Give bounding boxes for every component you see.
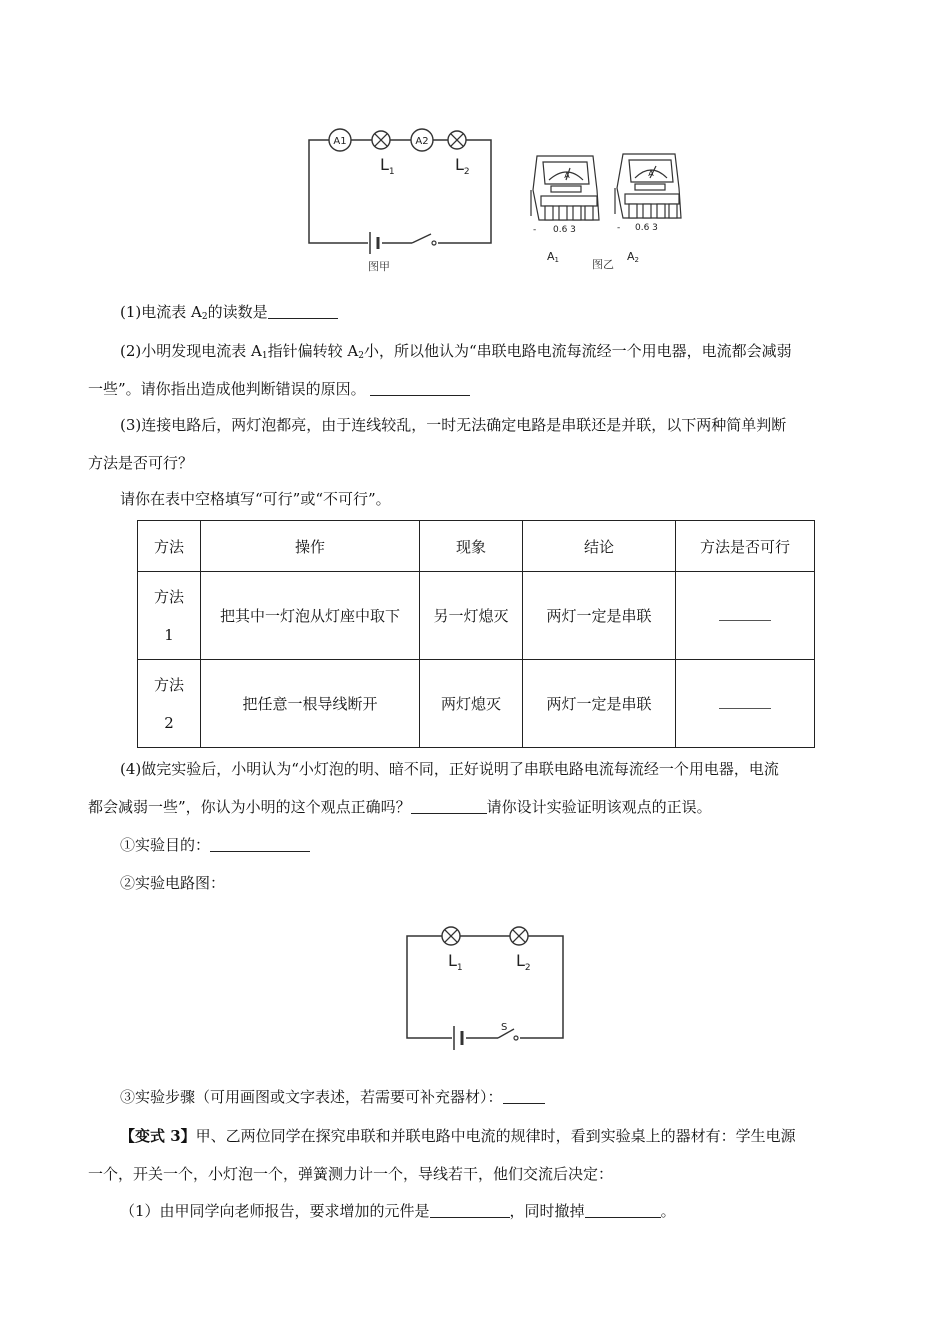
question-3-line3: 请你在表中空格填写“可行”或“不可行”。: [120, 490, 391, 508]
svg-text:A: [648, 169, 654, 178]
header-conclusion: 结论: [523, 521, 676, 572]
question-3-line2: 方法是否可行？: [88, 454, 194, 472]
added-component-blank[interactable]: [430, 1201, 510, 1218]
svg-text:A1: [547, 250, 559, 264]
meter1-label: A: [547, 250, 555, 263]
method-2-label: 方法: [153, 675, 184, 694]
purpose-answer-blank[interactable]: [210, 835, 310, 852]
meter1-face-label: A: [564, 171, 570, 180]
q4-purpose-text: ①实验目的：: [120, 836, 211, 854]
method-cell: [138, 572, 201, 660]
lamp-l1-sub: 1: [388, 167, 395, 177]
header-operation: 操作: [201, 521, 420, 572]
circuit2-l2-label: L: [516, 951, 525, 970]
header-phenomenon: 现象: [420, 521, 523, 572]
svg-text:0.6 3: [635, 223, 658, 233]
q2-sub1: 1: [261, 351, 268, 361]
q2-text-c: 小，所以他认为“串联电路电流每流经一个用电器，电流都会减弱: [363, 342, 792, 360]
phenomenon-cell: 另一灯熄灭: [420, 572, 523, 660]
question-3-line1: (3)连接电路后，两灯泡都亮，由于连线较乱，一时无法确定电路是串联还是并联，以下两种简单判断: [120, 416, 787, 434]
svg-text:-: -: [533, 225, 537, 235]
variant3-line1-text: 甲、乙两位同学在探究串联和并联电路中电流的规律时，看到实验桌上的器材有：学生电源: [195, 1127, 796, 1145]
svg-text:L2: [516, 951, 531, 973]
conclusion-cell: 两灯一定是串联: [523, 660, 676, 748]
variant3-q1-text-b: ，同时撤掉: [509, 1202, 585, 1220]
methods-table: [137, 520, 815, 748]
question-4-line2: [88, 795, 878, 819]
q1-text: (1)电流表 A: [120, 303, 202, 321]
phenomenon-cell: 两灯熄灭: [420, 660, 523, 748]
svg-text:L2: [455, 155, 470, 177]
method-2-number: 2: [164, 713, 174, 732]
table-row: [138, 660, 815, 748]
q1-answer-blank[interactable]: [268, 302, 338, 319]
svg-text:A1: [333, 136, 346, 147]
figure-jia-caption: 图甲: [368, 260, 390, 273]
q4-circuit-label: ②实验电路图：: [120, 874, 226, 892]
question-2-line2: [88, 377, 878, 401]
variant3-line1: [120, 1124, 910, 1148]
lamp-l2-label: L: [455, 155, 464, 174]
variant3-q1: [120, 1199, 910, 1223]
ammeter-a2-drawing: [615, 154, 681, 218]
variant3-q1-text-a: （1）由甲同学向老师报告，要求增加的元件是: [120, 1202, 430, 1220]
q4-answer-blank[interactable]: [411, 797, 487, 814]
svg-text:A2: [415, 136, 428, 147]
q2-sub2: 2: [358, 351, 364, 361]
svg-text:L1: [448, 951, 463, 973]
ammeter-a2-label: A2: [415, 136, 429, 147]
removed-component-blank[interactable]: [585, 1201, 661, 1218]
lamp-l2-sub: 2: [463, 167, 470, 177]
svg-text:A: [564, 171, 570, 180]
operation-cell: 把其中一灯泡从灯座中取下: [201, 572, 420, 660]
feasible-cell: [676, 660, 815, 748]
operation-cell: 把任意一根导线断开: [201, 660, 420, 748]
svg-text:L1: [380, 155, 395, 177]
q4-steps-text: ③实验步骤（可用画图或文字表述，若需要可补充器材）：: [120, 1088, 503, 1106]
method-cell: [138, 660, 201, 748]
header-method: 方法: [138, 521, 201, 572]
q2-text-a: (2)小明发现电流表 A: [120, 342, 262, 360]
q1-text-after: 的读数是: [207, 303, 268, 321]
meter2-label-sub: 2: [634, 256, 639, 264]
q4-line2-text-a: 都会减弱一些”，你认为小明的这个观点正确吗？: [88, 798, 411, 816]
ammeter-a1-drawing: [531, 156, 599, 220]
svg-text:A2: [627, 250, 639, 264]
q2-line2-text: 一些”。请你指出造成他判断错误的原因。: [88, 380, 366, 398]
variant3-line2: 一个，开关一个，小灯泡一个，弹簧测力计一个，导线若干，他们交流后决定：: [88, 1165, 614, 1183]
figure-jia-circuit: [300, 120, 500, 270]
meter2-label: A: [627, 250, 635, 263]
figure-yi-meters: [525, 148, 685, 270]
q4-line2-text-b: 请你设计实验证明该观点的正误。: [486, 798, 712, 816]
ammeter-a1-label: A1: [333, 136, 347, 147]
steps-answer-blank[interactable]: [503, 1087, 545, 1104]
q1-sub: 2: [201, 312, 208, 322]
figure-yi-caption: 图乙: [592, 258, 614, 271]
question-2-line1: [120, 339, 910, 368]
q4-purpose: [120, 833, 910, 857]
switch-label: S: [501, 1022, 508, 1033]
feasible-cell: [676, 572, 815, 660]
meter2-face-label: A: [648, 169, 654, 178]
q2-answer-blank[interactable]: [370, 379, 470, 396]
lamp-l1-label: L: [380, 155, 389, 174]
method-1-number: 1: [164, 625, 174, 644]
circuit2-l2-sub: 2: [524, 963, 531, 973]
feasible-answer-blank-1[interactable]: [719, 608, 771, 621]
variant3-tag: 【变式 3】: [120, 1127, 196, 1145]
header-feasible: 方法是否可行: [676, 521, 815, 572]
meter1-label-sub: 1: [554, 256, 559, 264]
conclusion-cell: 两灯一定是串联: [523, 572, 676, 660]
variant3-q1-text-c: 。: [660, 1202, 676, 1220]
meter2-scale: 0.6 3: [635, 223, 658, 233]
circuit2-l1-sub: 1: [456, 963, 463, 973]
question-1: [120, 300, 910, 329]
meter1-scale: 0.6 3: [553, 225, 576, 235]
question-4-line1: (4)做完实验后，小明认为“小灯泡的明、暗不同，正好说明了串联电路电流每流经一个用电器，电流: [120, 760, 779, 778]
method-1-label: 方法: [153, 587, 184, 606]
table-header-row: [138, 521, 815, 572]
svg-text:S: [501, 1022, 507, 1033]
circuit2-l1-label: L: [448, 951, 457, 970]
svg-text:-: -: [617, 223, 621, 233]
feasible-answer-blank-2[interactable]: [719, 696, 771, 709]
q2-text-b: 指针偏转较 A: [267, 342, 359, 360]
table-row: [138, 572, 815, 660]
q4-steps: [120, 1085, 910, 1109]
experiment-circuit-diagram: [398, 920, 573, 1050]
svg-text:0.6 3: [553, 225, 576, 235]
